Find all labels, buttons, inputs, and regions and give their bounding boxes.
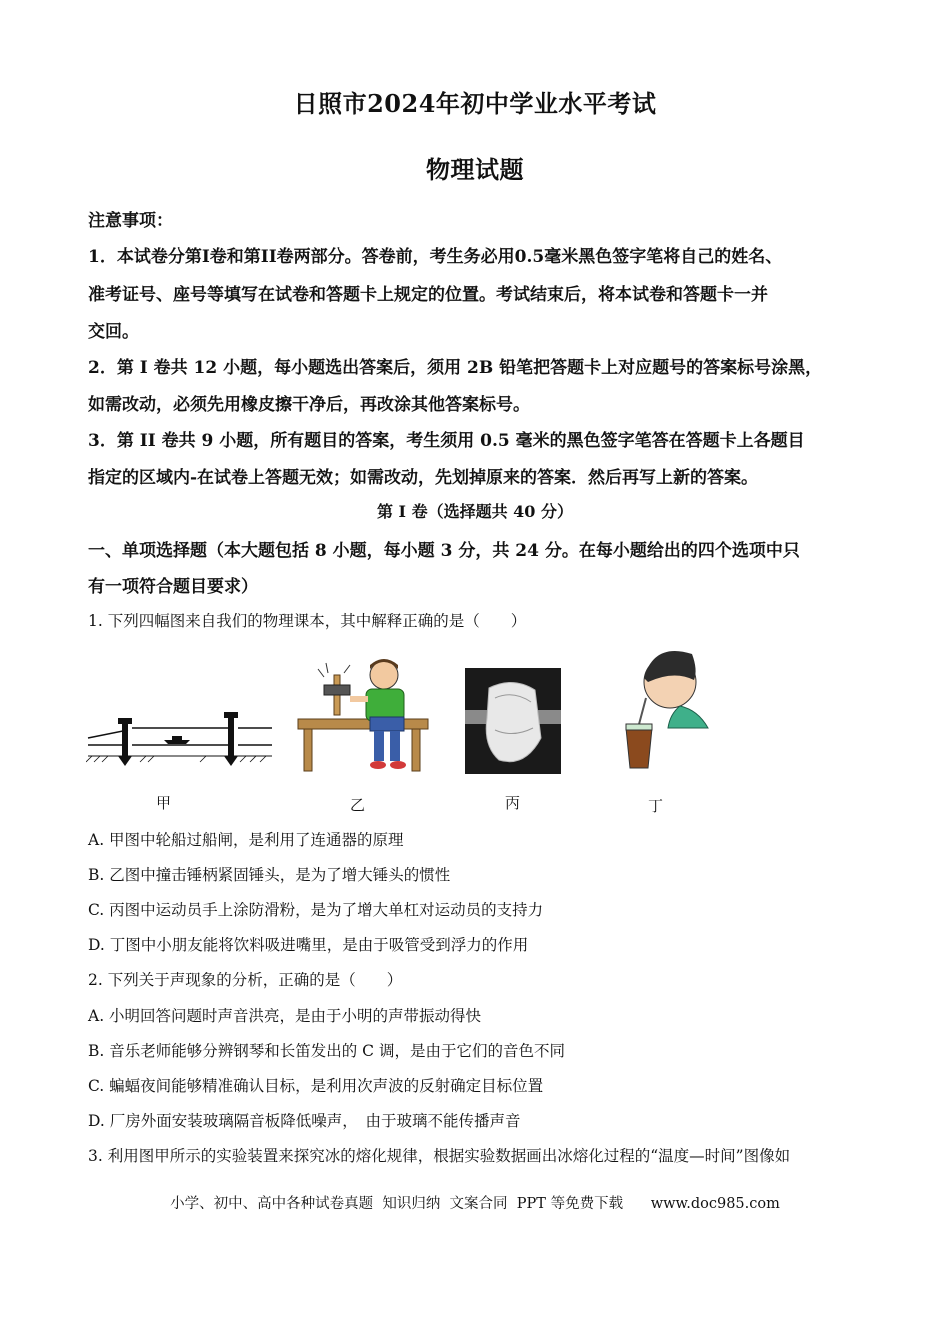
question-2-option-a: A. 小明回答问题时声音洪亮，是由于小明的声带振动得快: [88, 1007, 482, 1025]
chalk-hand-figure: [465, 668, 561, 774]
ship-lock-figure: [86, 700, 276, 775]
part-instruction: 有一项符合题目要求）: [88, 577, 258, 597]
figure-label-yi: 乙: [350, 796, 366, 814]
question-1-option-c: C. 丙图中运动员手上涂防滑粉，是为了增大单杠对运动员的支持力: [88, 901, 544, 919]
question-1-option-a: A. 甲图中轮船过船闸，是利用了连通器的原理: [88, 831, 404, 849]
notice-heading: 注意事项：: [88, 211, 173, 231]
notice-line: 如需改动，必须先用橡皮擦干净后，再改涂其他答案标号。: [88, 395, 530, 415]
question-3-stem: 3. 利用图甲所示的实验装置来探究冰的熔化规律，根据实验数据画出冰熔化过程的“温度—时间”图像如: [88, 1147, 791, 1165]
notice-line: 交回。: [88, 322, 139, 342]
notice-line: 2．第 I 卷共 12 小题，每小题选出答案后，须用 2B 铅笔把答题卡上对应题号的答案标号涂黑，: [88, 358, 823, 378]
notice-line: 指定的区域内-在试卷上答题无效；如需改动，先划掉原来的答案．然后再写上新的答案。: [88, 468, 759, 488]
exam-subtitle: 物理试题: [426, 155, 524, 184]
question-2-option-b: B. 音乐老师能够分辨钢琴和长笛发出的 C 调，是由于它们的音色不同: [88, 1042, 565, 1060]
question-1-option-d: D. 丁图中小朋友能将饮料吸进嘴里，是由于吸管受到浮力的作用: [88, 936, 529, 954]
part-instruction: 一、单项选择题（本大题包括 8 小题，每小题 3 分，共 24 分。在每小题给出的四个选项中只: [88, 541, 800, 561]
question-1-option-b: B. 乙图中撞击锤柄紧固锤头，是为了增大锤头的惯性: [88, 866, 451, 884]
figure-label-jia: 甲: [156, 794, 172, 812]
section-heading: 第 I 卷（选择题共 40 分）: [376, 502, 574, 521]
notice-line: 1．本试卷分第I卷和第II卷两部分。答卷前，考生务必用0.5毫米黑色签字笔将自己的姓名、: [88, 247, 783, 267]
page-footer: 小学、初中、高中各种试卷真题 知识归纳 文案合同 PPT 等免费下载 www.doc985.com: [170, 1196, 780, 1212]
question-2-option-d: D. 厂房外面安装玻璃隔音板降低噪声， 由于玻璃不能传播声音: [88, 1112, 521, 1130]
question-2-option-c: C. 蝙蝠夜间能够精准确认目标，是利用次声波的反射确定目标位置: [88, 1077, 544, 1095]
figure-label-bing: 丙: [505, 794, 521, 812]
question-2-stem: 2. 下列关于声现象的分析，正确的是（ ）: [88, 971, 403, 989]
notice-line: 3．第 II 卷共 9 小题，所有题目的答案，考生须用 0.5 毫米的黑色签字笔答在答题卡上各题目: [88, 431, 805, 451]
exam-title: 日照市2024年初中学业水平考试: [293, 89, 657, 118]
notice-line: 准考证号、座号等填写在试卷和答题卡上规定的位置。考试结束后，将本试卷和答题卡一并: [88, 285, 768, 305]
straw-drink-figure: [624, 640, 724, 772]
hammer-figure: [294, 655, 434, 775]
question-1-stem: 1. 下列四幅图来自我们的物理课本，其中解释正确的是（ ）: [88, 612, 527, 630]
figure-label-ding: 丁: [648, 797, 664, 815]
